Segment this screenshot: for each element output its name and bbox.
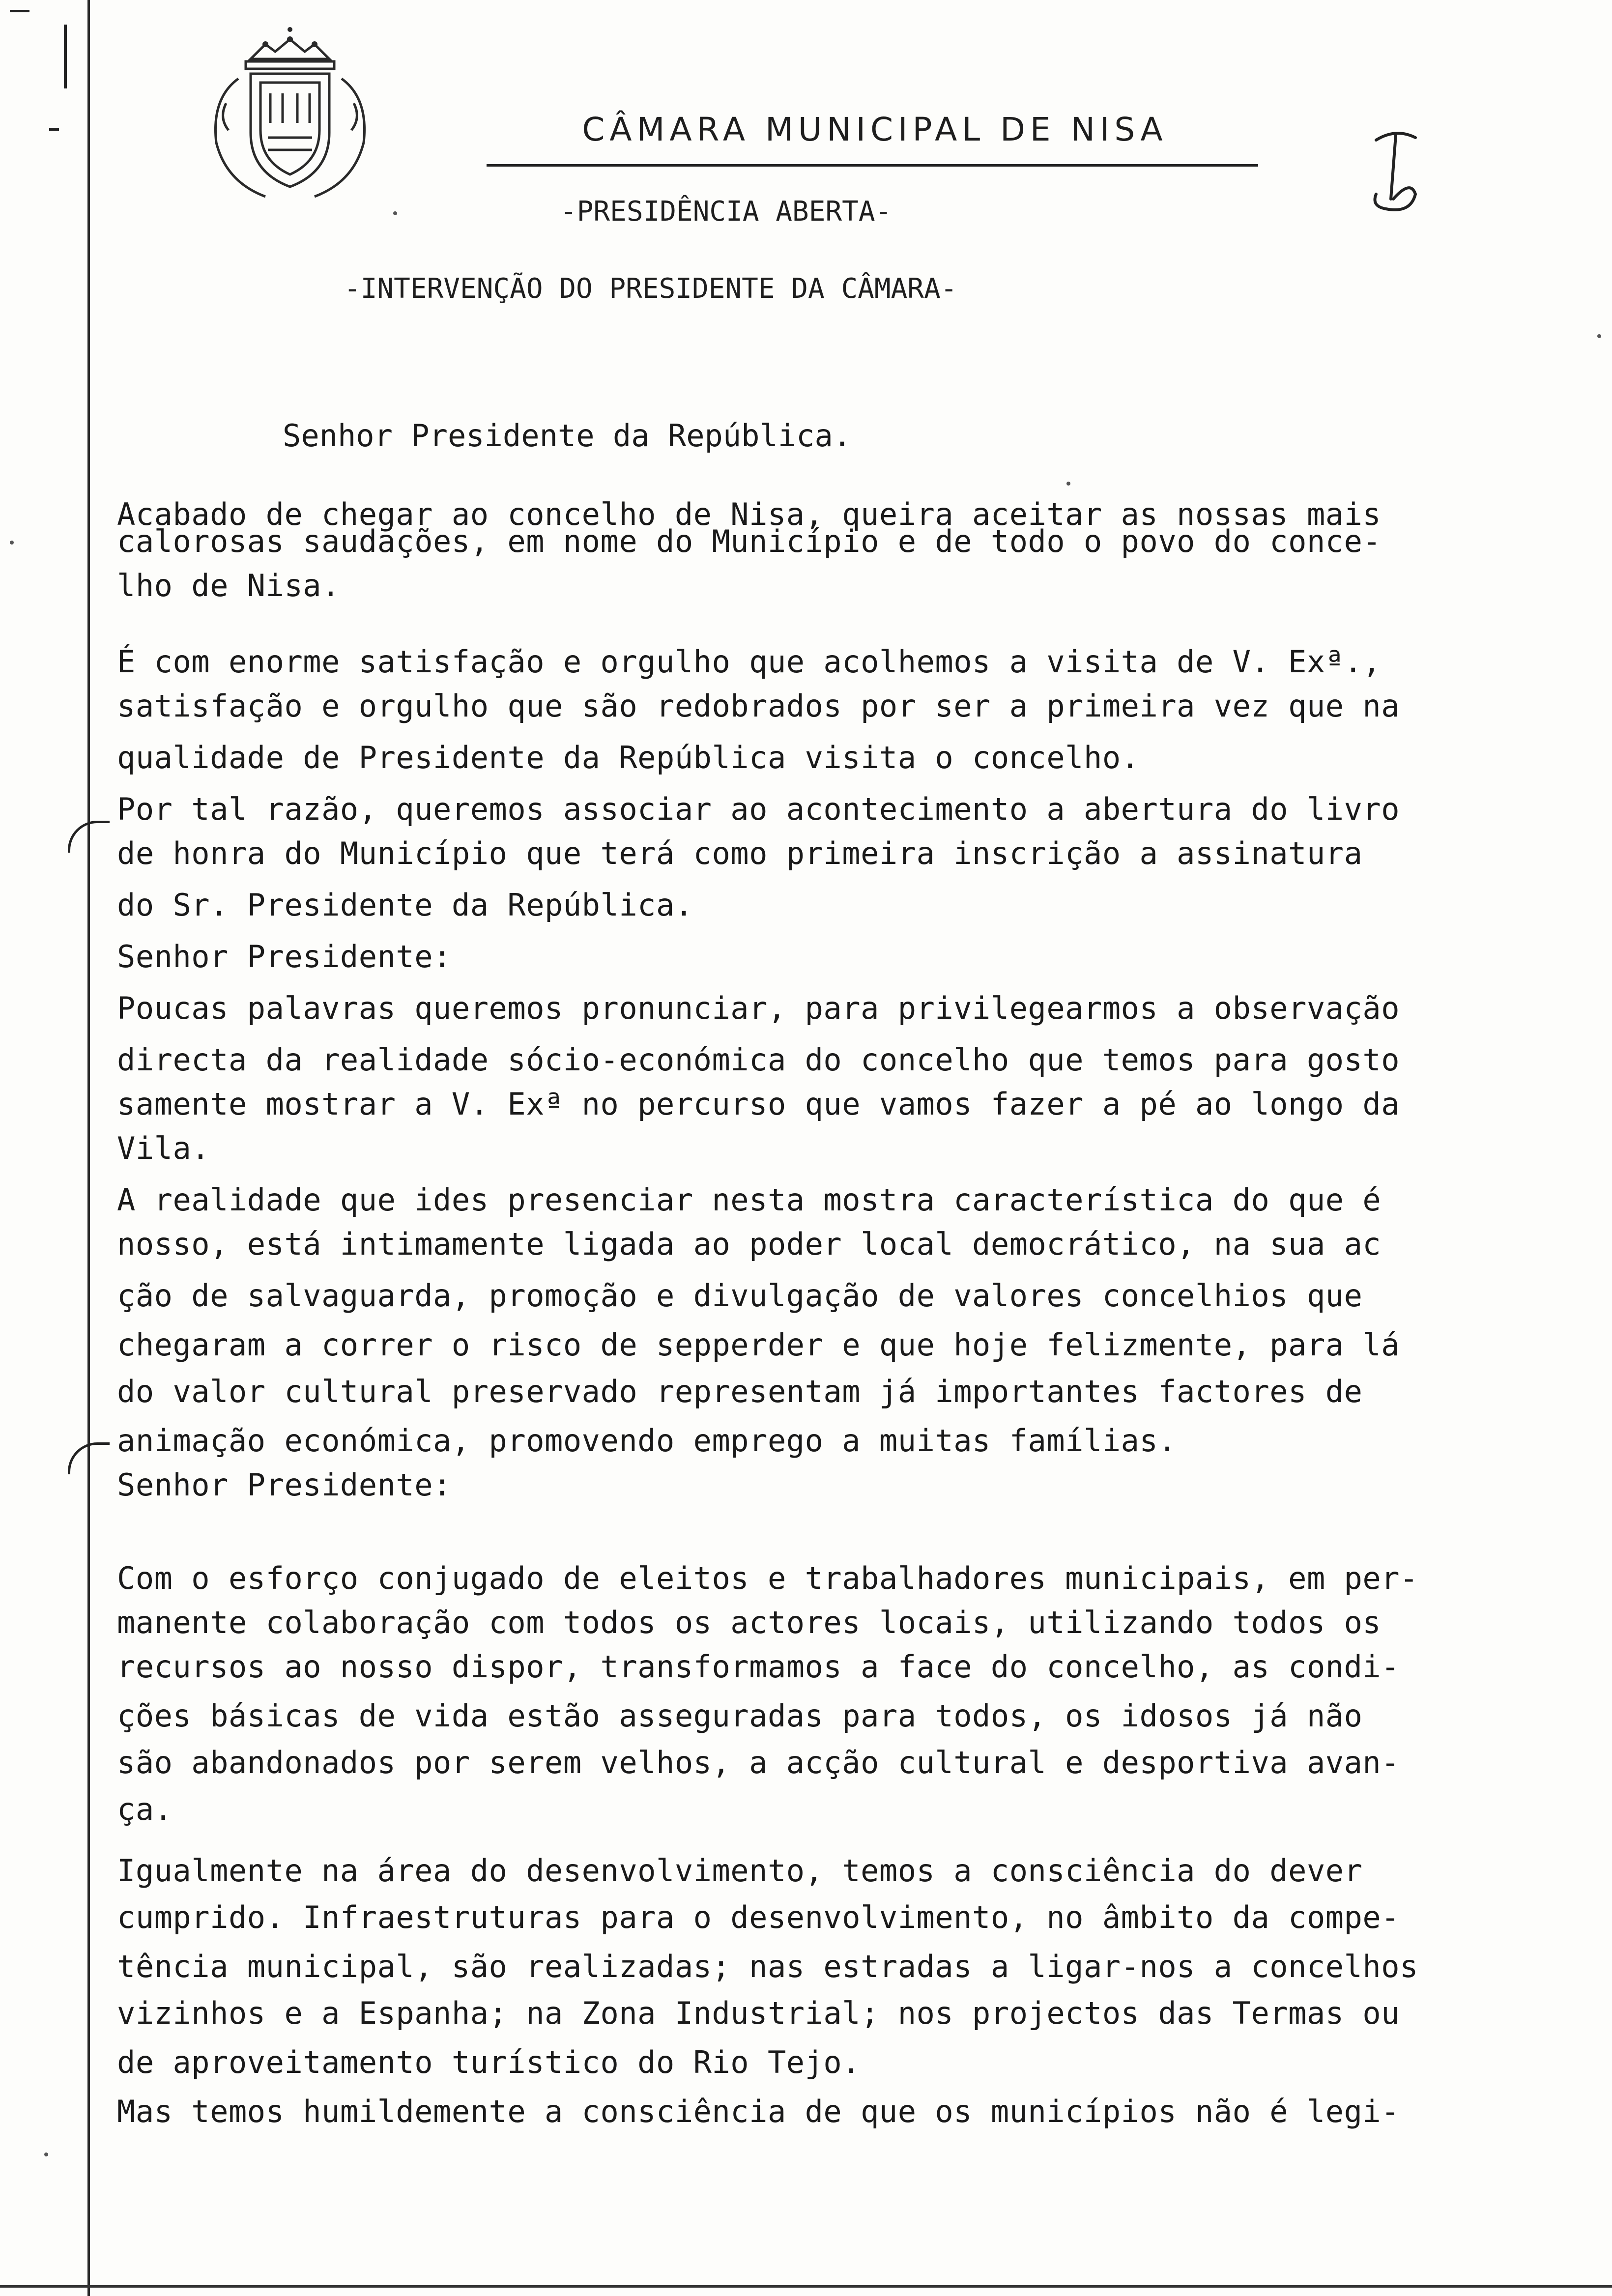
scan-speck: [44, 2152, 48, 2156]
subtitle-intervencao: -INTERVENÇÃO DO PRESIDENTE DA CÂMARA-: [344, 273, 957, 305]
scan-speck: [1597, 334, 1601, 338]
body-line: ções básicas de vida estão asseguradas para todos, os idosos já não: [117, 1698, 1363, 1734]
body-line: Senhor Presidente:: [117, 939, 452, 975]
scan-mark: [10, 10, 29, 12]
body-line: Poucas palavras queremos pronunciar, para privilegearmos a observação: [117, 990, 1400, 1026]
body-line: Por tal razão, queremos associar ao acontecimento a abertura do livro: [117, 791, 1400, 827]
body-line: qualidade de Presidente da República visita o concelho.: [117, 740, 1140, 775]
body-line: directa da realidade sócio-económica do concelho que temos para gosto: [117, 1042, 1400, 1078]
body-line: de aproveitamento turístico do Rio Tejo.: [117, 2044, 861, 2080]
body-line: do Sr. Presidente da República.: [117, 887, 693, 923]
body-line: ça.: [117, 1791, 173, 1827]
header-underline: [487, 164, 1258, 167]
municipality-header: CÂMARA MUNICIPAL DE NISA: [582, 111, 1168, 148]
municipal-crest-icon: [192, 25, 388, 201]
scan-speck: [10, 541, 14, 545]
body-line: Senhor Presidente:: [117, 1467, 452, 1503]
body-line: A realidade que ides presenciar nesta mostra característica do que é: [117, 1182, 1382, 1218]
body-line: chegaram a correr o risco de sepperder e que hoje felizmente, para lá: [117, 1327, 1400, 1363]
body-line: É com enorme satisfação e orgulho que acolhemos a visita de V. Exª.,: [117, 644, 1382, 680]
scan-speck: [1066, 482, 1070, 486]
body-line: manente colaboração com todos os actores locais, utilizando todos os: [117, 1605, 1382, 1640]
body-line: Com o esforço conjugado de eleitos e trabalhadores municipais, em per-: [117, 1560, 1418, 1596]
body-line: são abandonados por serem velhos, a acção cultural e desportiva avan-: [117, 1745, 1400, 1780]
subtitle-presidencia-aberta: -PRESIDÊNCIA ABERTA-: [560, 196, 892, 228]
body-line: tência municipal, são realizadas; nas estradas a ligar-nos a concelhos: [117, 1949, 1418, 1984]
body-line: de honra do Município que terá como primeira inscrição a assinatura: [117, 835, 1363, 871]
scan-mark: [64, 25, 67, 88]
scan-bottom-line: [0, 2285, 1612, 2288]
body-line: ção de salvaguarda, promoção e divulgação de valores concelhios que: [117, 1278, 1363, 1314]
handwritten-page-number: [1366, 125, 1425, 224]
scan-mark: [49, 128, 59, 131]
body-line: samente mostrar a V. Exª no percurso que vamos fazer a pé ao longo da: [117, 1086, 1400, 1122]
body-line: cumprido. Infraestruturas para o desenvolvimento, no âmbito da compe-: [117, 1899, 1400, 1935]
scan-speck: [393, 211, 397, 215]
body-line: Vila.: [117, 1130, 210, 1166]
scan-edge-line: [87, 0, 90, 2296]
body-line: Acabado de chegar ao concelho de Nisa, queira aceitar as nossas mais: [117, 496, 1382, 532]
body-line: animação económica, promovendo emprego a muitas famílias.: [117, 1423, 1177, 1459]
body-line: recursos ao nosso dispor, transformamos a face do concelho, as condi-: [117, 1649, 1400, 1685]
greeting-line: Senhor Presidente da República.: [283, 418, 852, 454]
binding-hole-mark: [68, 821, 110, 853]
body-line: do valor cultural preservado representam já importantes factores de: [117, 1374, 1363, 1409]
binding-hole-mark: [68, 1442, 110, 1474]
body-line: calorosas saudações, em nome do Município e de todo o povo do conce-: [117, 523, 1382, 559]
body-line: lho de Nisa.: [117, 568, 340, 603]
body-line: satisfação e orgulho que são redobrados por ser a primeira vez que na: [117, 688, 1400, 724]
body-line: nosso, está intimamente ligada ao poder local democrático, na sua ac: [117, 1226, 1382, 1262]
body-line: vizinhos e a Espanha; na Zona Industrial; nos projectos das Termas ou: [117, 1995, 1400, 2031]
body-line: Igualmente na área do desenvolvimento, temos a consciência do dever: [117, 1853, 1363, 1889]
body-line: Mas temos humildemente a consciência de que os municípios não é legi-: [117, 2094, 1400, 2129]
